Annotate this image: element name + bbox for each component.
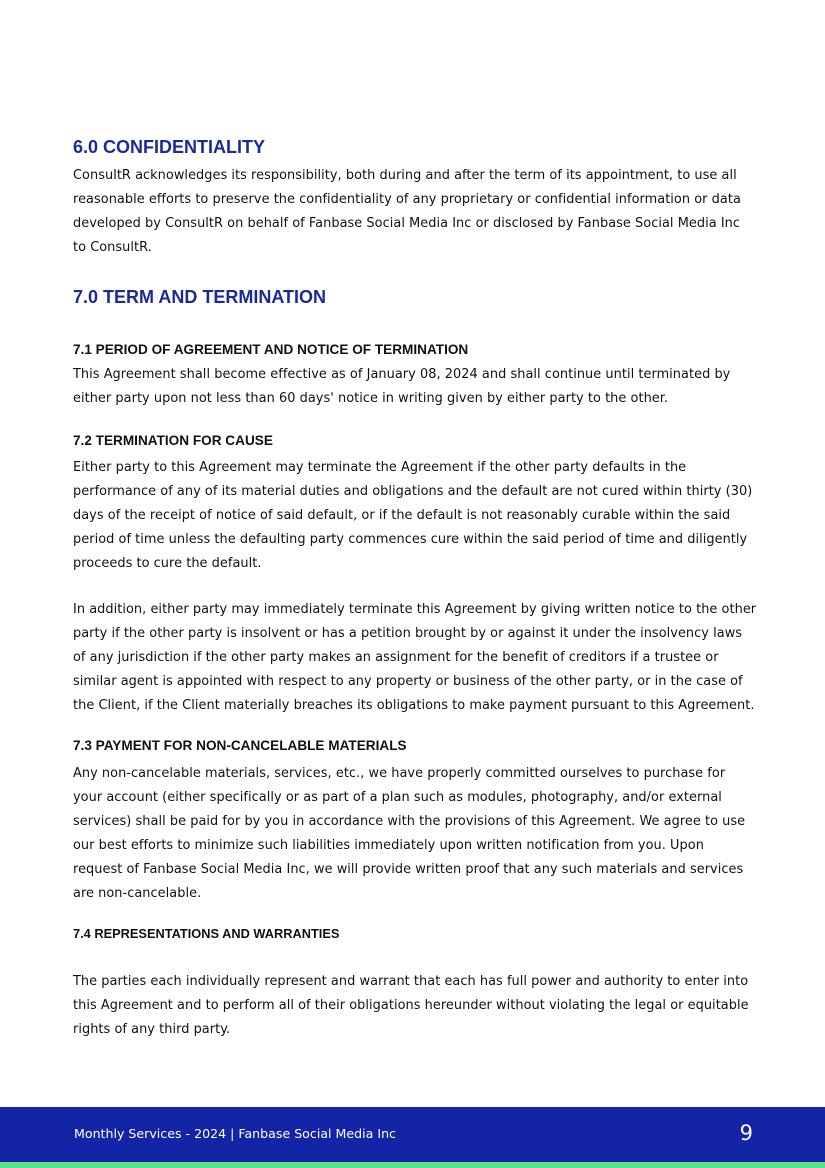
- subsection-7-4-heading: 7.4 REPRESENTATIONS AND WARRANTIES: [73, 926, 340, 941]
- subsection-7-3-heading: 7.3 PAYMENT FOR NON-CANCELABLE MATERIALS: [73, 738, 407, 753]
- page-footer: [0, 1107, 825, 1162]
- page-number: 9: [739, 1121, 753, 1145]
- subsection-7-2-body-2: In addition, either party may immediately terminate this Agreement by giving written notice to the other party if the other party is insolvent or has a petition brought by or against it under the insolvency laws of any jurisdiction if the other party makes an assignment for the benefit of creditors if a trustee or similar agent is appointed with respect to any property or business of the other party, or in the case of the Client, if the Client materially breaches its obligations to make payment pursuant to this Agreement.: [73, 602, 757, 713]
- section-6-body: ConsultR acknowledges its responsibility, both during and after the term of its appointment, to use all reasonable efforts to preserve the confidentiality of any proprietary or confidential information or data developed by ConsultR on behalf of Fanbase Social Media Inc or disclosed by Fanbase Social Media Inc to ConsultR.: [73, 168, 741, 255]
- footer-accent-strip: [0, 1162, 825, 1168]
- subsection-7-1-heading: 7.1 PERIOD OF AGREEMENT AND NOTICE OF TERMINATION: [73, 342, 469, 357]
- subsection-7-3-body: Any non-cancelable materials, services, etc., we have properly committed ourselves to purchase for your account (either specifically or as part of a plan such as modules, photography, and/or external services) shall be paid for by you in accordance with the provisions of this Agreement. We agree to use our best efforts to minimize such liabilities immediately upon written notification from you. Upon request of Fanbase Social Media Inc, we will provide written proof that any such materials and services are non-cancelable.: [73, 766, 746, 901]
- document-body: [73, 134, 757, 1042]
- subsection-7-4-body: The parties each individually represent and warrant that each has full power and authority to enter into this Agreement and to perform all of their obligations hereunder without violating the legal or equitable rights of any third party.: [73, 974, 749, 1037]
- section-6-heading: 6.0 CONFIDENTIALITY: [73, 137, 266, 157]
- section-7-heading: 7.0 TERM AND TERMINATION: [73, 287, 327, 307]
- subsection-7-2-body-1: Either party to this Agreement may terminate the Agreement if the other party defaults in the performance of any of its material duties and obligations and the default are not cured within thirty (30) days of the receipt of notice of said default, or if the default is not reasonably curable within the said period of time unless the defaulting party commences cure within the said period of time and diligently proceeds to cure the default.: [73, 460, 753, 571]
- footer-text: Monthly Services - 2024 | Fanbase Social Media Inc: [74, 1126, 396, 1141]
- subsection-7-2-heading: 7.2 TERMINATION FOR CAUSE: [73, 433, 273, 448]
- subsection-7-1-body: This Agreement shall become effective as of January 08, 2024 and shall continue until terminated by either party upon not less than 60 days' notice in writing given by either party to the other.: [73, 367, 731, 406]
